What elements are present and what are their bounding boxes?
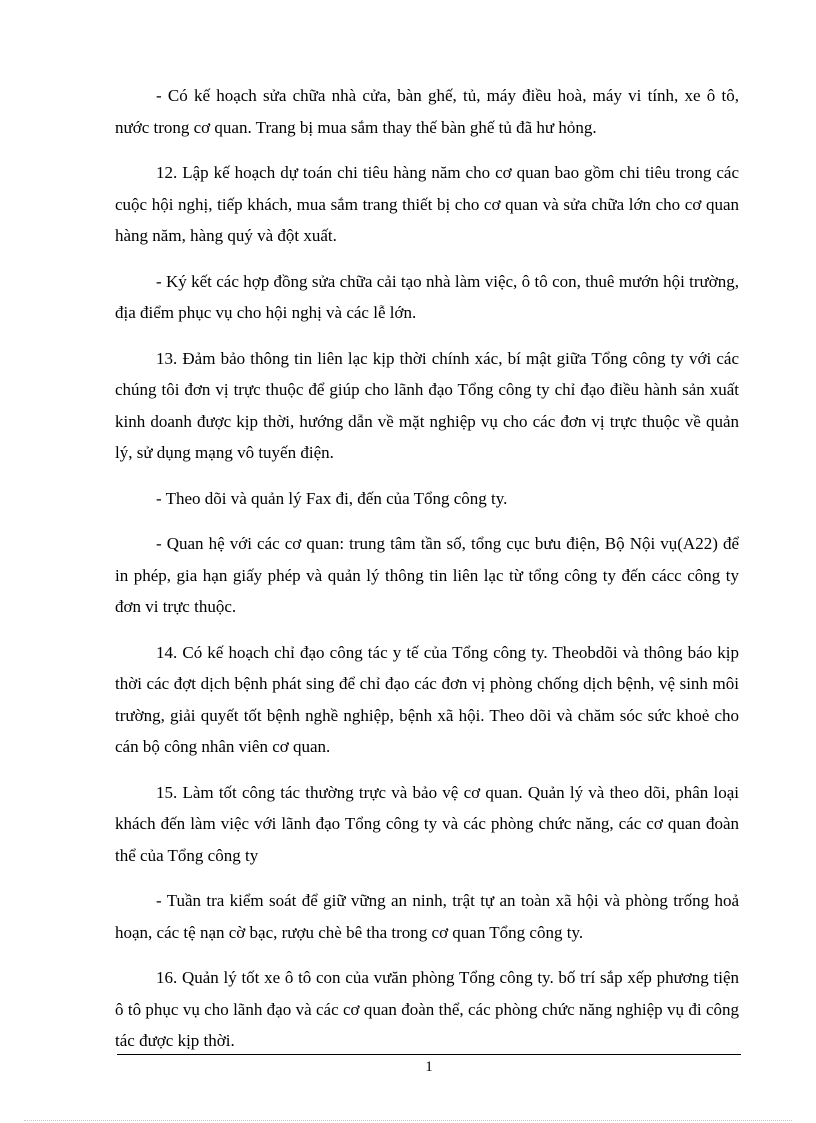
- paragraph-patrol: - Tuần tra kiểm soát để giữ vững an ninh, trật tự an toàn xã hội và phòng trống hoả hoạn, các tệ nạn cờ bạc, rượu chè bê tha trong cơ quan Tổng công ty.: [115, 891, 739, 942]
- paragraph-relations: - Quan hệ với các cơ quan: trung tâm tần số, tổng cục bưu điện, Bộ Nội vụ(A22) để in phép, gia hạn giấy phép và quản lý thông tin liên lạc từ tổng công ty đến cácc công ty đơn vi trực thuộc.: [115, 534, 739, 616]
- page-bottom-edge: [24, 1120, 792, 1121]
- paragraph-item-13: 13. Đảm bảo thông tin liên lạc kịp thời chính xác, bí mật giữa Tổng công ty với các chúng tôi đơn vị trực thuộc để giúp cho lãnh đạo Tổng công ty chỉ đạo điều hành sản xuất kinh doanh được kịp thời, hướng dẫn về mặt nghiệp vụ cho các đơn vị trực thuộc về quản lý, sử dụng mạng vô tuyến điện.: [115, 348, 739, 462]
- paragraph-item-14: 14. Có kế hoạch chỉ đạo công tác y tế của Tổng công ty. Theobdõi và thông báo kịp thời các đợt dịch bệnh phát sing để chỉ đạo các đơn vị phòng chống dịch bệnh, vệ sinh môi trường, giải quyết tốt bệnh nghề nghiệp, bệnh xã hội. Theo dõi và chăm sóc sức khoẻ cho cán bộ công nhân viên cơ quan.: [115, 642, 739, 756]
- paragraph-fax: - Theo dõi và quản lý Fax đi, đến của Tổng công ty.: [156, 488, 508, 508]
- page-number: 1: [425, 1059, 433, 1075]
- paragraph-item-12: 12. Lập kế hoạch dự toán chi tiêu hàng năm cho cơ quan bao gồm chi tiêu trong các cuộc hội nghị, tiếp khách, mua sắm trang thiết bị cho cơ quan và sửa chữa lớn cho cơ quan hàng năm, hàng quý và đột xuất.: [115, 163, 739, 245]
- page-body: [115, 80, 739, 1071]
- footer-divider: [117, 1054, 741, 1055]
- paragraph-item-15: 15. Làm tốt công tác thường trực và bảo vệ cơ quan. Quản lý và theo dõi, phân loại khách đến làm việc với lãnh đạo Tổng công ty và các phòng chức năng, các cơ quan đoàn thể của Tổng công ty: [115, 782, 739, 865]
- paragraph-item-16: 16. Quản lý tốt xe ô tô con của vưăn phòng Tổng công ty. bố trí sắp xếp phương tiện ô tô phục vụ cho lãnh đạo và các cơ quan đoàn thể, các phòng chức năng nghiệp vụ đi công tác được kịp thời.: [115, 968, 739, 1050]
- paragraph-contracts: - Ký kết các hợp đồng sửa chữa cải tạo nhà làm việc, ô tô con, thuê mướn hội trường, địa điểm phục vụ cho hội nghị và các lễ lớn.: [115, 271, 739, 322]
- paragraph-repair-plan: - Có kế hoạch sửa chữa nhà cửa, bàn ghế, tủ, máy điều hoà, máy vi tính, xe ô tô, nước trong cơ quan. Trang bị mua sắm thay thế bàn ghế tủ đã hư hỏng.: [115, 86, 739, 137]
